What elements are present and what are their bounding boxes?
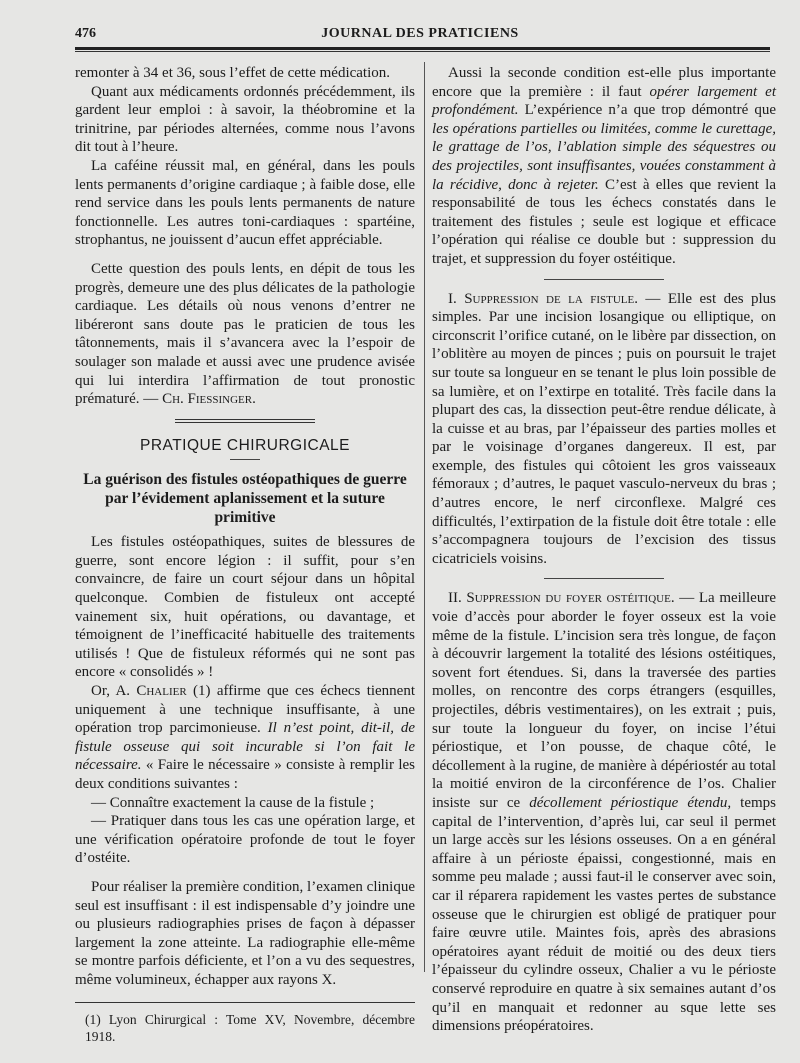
paragraph: Pour réaliser la première condition, l’examen clinique seul est insuffisant : il est indispensable d’y joindre une ou plusieurs radiographies prises de façon à dépasser largement la zone atteinte. La radiographie elle-même se montre parfois déficiente, et l’on a vu des sequestres, même volumineux, échapper aux rayons X.	[75, 878, 415, 988]
paragraph: remonter à 34 et 36, sous l’effet de cette médication.	[75, 65, 391, 81]
paragraph: Les fistules ostéopathiques, suites de blessures de guerre, sont encore légion : il suffit, pour s’en convaincre, de faire un court séjour dans un hôpital quelconque. Combien de fistuleux ont accepté vainement six, huit opérations, ou davantage, et témoignent de l’inefficacité habituelle des traitements utilisés ! Que de fistuleux réformés qui ne sont pas encore « consolidés » !	[75, 534, 415, 681]
paragraph-text: — Elle est des plus simples. Par une incision losangique ou elliptique, on circonscrit l’orifice cutané, on le libère par dissection, on l’oblitère au moyen de pinces ; puis on poursuit le trajet sur toute sa longueur en se tenant le plus loin possible de sa lumière, et on l’extirpe en totalité. Très facile dans la plupart des cas, la dissection peut-être rendue délicate, à la cuisse et au bras, par l’épaisseur des parties molles et par le voisinage d’organes dangereux. Il est, par exemple, des fistules qui côtoient les gros vaisseaux fémoraux ; d’autres, le paquet vasculo-nerveux du bras ; d’autres encore, le nerf circonflexe. Malgré ces difficultés, l’extirpation de la fistule doit être totale : elle s’accompagnera toujours de l’excision des tissus cicatriciels voisins.	[432, 290, 777, 567]
header-rule-thin	[75, 51, 770, 52]
author-name: Chalier	[136, 683, 187, 700]
paragraph-text: « Faire le nécessaire » consiste à remplir les deux conditions suivantes :	[75, 757, 416, 792]
footnote-rule	[75, 1002, 415, 1003]
paragraph-text: (1) affirme que ces échecs tiennent uniquement à une technique insuffisante, à une opération trop parcimonieuse.	[75, 683, 416, 737]
paragraph-text: temps capital de l’intervention, d’après lui, car seul il permet un large accès sur les lésions osseuses. On a en général affaire à un périoste épaissi, congestionné, mais en somme peu malade ; aussi faut-il le conserver avec soin, car il réparera rapidement les vastes pertes de substance osseuse que le chirurgien est obligé de pratiquer pour faire œuvre utile. Maintes fois, après des abrasions opératoires ayant réduit de moitié ou des deux tiers l’épaisseur du cylindre osseux, Chalier a vu le périoste conservé reproduire en quatre à six semaines autant d’os qu’il en manquait et redonner au sque lette ses dimensions préopératoires.	[432, 794, 776, 1035]
emphasis-italic: opérer largement et profondément.	[432, 83, 776, 119]
paragraph	[75, 260, 415, 409]
page-header	[75, 26, 765, 48]
header-rule	[75, 47, 770, 50]
separator	[544, 578, 664, 579]
section-title: PRATIQUE CHIRURGICALE	[139, 436, 351, 454]
article-title: La guérison des fistules ostéopathiques de guerre par l’évidement aplanissement et la suture primitive	[83, 471, 407, 527]
right-column	[432, 64, 776, 1036]
paragraph	[432, 64, 776, 269]
column-divider	[424, 62, 425, 972]
author-signature: Ch. Fiessinger.	[162, 391, 256, 408]
paragraph: — Connaître exactement la cause de la fistule ;	[91, 794, 375, 811]
paragraph: Quant aux médicaments ordonnés précédemment, ils gardent leur emploi : à savoir, la théobromine et la trinitrine, par périodes alternées, comme nous l’avons dit tout à l’heure.	[75, 83, 415, 156]
paragraph-text: Or, A.	[91, 683, 131, 700]
quote-italic: Il n’est point, dit-il, de fistule osseuse qui soit incurable si l’on fait le nécessaire.	[75, 720, 415, 774]
emphasis-italic: les opérations partielles ou limitées, comme le curettage, le grattage de l’os, l’ablation simple des séquestres ou des projectiles, sont insuffisantes, vouées constamment à la récidive, donc à rejeter.	[432, 120, 776, 193]
paragraph	[75, 682, 415, 794]
page-number: 476	[75, 26, 96, 41]
subsection-heading: II. Suppression du foyer ostéitique.	[448, 590, 675, 607]
subsection	[432, 589, 776, 1035]
paragraph-text: L’expérience n’a que trop démontré que	[524, 102, 776, 119]
paragraph: La caféine réussit mal, en général, dans les pouls lents permanents d’origine cardiaque ; à faible dose, elle rend service dans les pouls lents permanents de nature fonctionnelle. Les autres toni-cardiaques : spartéine, strophantus, ne jouissent d’aucun effet appréciable.	[75, 157, 415, 249]
journal-title: JOURNAL DES PRATICIENS	[321, 26, 519, 41]
left-column	[75, 64, 415, 1045]
subsection	[432, 290, 776, 569]
section-underline	[230, 459, 260, 460]
footnote: (1) Lyon Chirurgical : Tome XV, Novembre, décembre 1918.	[85, 1011, 415, 1044]
emphasis-italic: décollement périostique étendu,	[529, 794, 732, 811]
paragraph-text: Cette question des pouls lents, en dépit de tous les progrès, demeure une des plus délicates de la pathologie cardiaque. Les détails où nous venons d’entrer ne libéreront sans doute pas le praticien de tous les tâtonnements, mais il s’avancera avec la l’espoir de soulager son malade et aussi avec une prudence avisée qui lui interdira l’affirmation de tout pronostic prématuré. —	[75, 260, 415, 408]
section-rule	[175, 419, 315, 423]
separator	[544, 279, 664, 280]
paragraph-text: Aussi la seconde condition est-elle plus importante encore que la première : il faut	[432, 65, 776, 100]
subsection-heading: I. Suppression de la fistule.	[448, 290, 638, 307]
paragraph-text: C’est à elles que revient la responsabilité de tous les échecs constatés dans le traitement des fistules ; seule est logique et efficace l’opération qui réalise ce double but : suppression du trajet, et suppression du foyer ostéitique.	[432, 176, 776, 267]
paragraph-text: — La meilleure voie d’accès pour aborder le foyer osseux est la voie même de la fistule. L’incision sera très longue, de façon à découvrir largement la totalité des lésions ostéitiques, sovent fort étendues. Si, dans la traversée des parties molles, on rencontre des corps étrangers (esquilles, projectiles, débris vestimentaires), on les extrait ; puis, sur toute la longueur du foyer, on incise l’étui périostique, et l’on pousse, de chaque côté, le décollement à la rugine, de manière à dépériostér au total la moitié environ de la circonférence de l’os. Chalier insiste sur ce	[432, 590, 776, 811]
paragraph: — Pratiquer dans tous les cas une opération large, et une vérification opératoire profonde de tout le foyer d’ostéite.	[75, 813, 415, 867]
